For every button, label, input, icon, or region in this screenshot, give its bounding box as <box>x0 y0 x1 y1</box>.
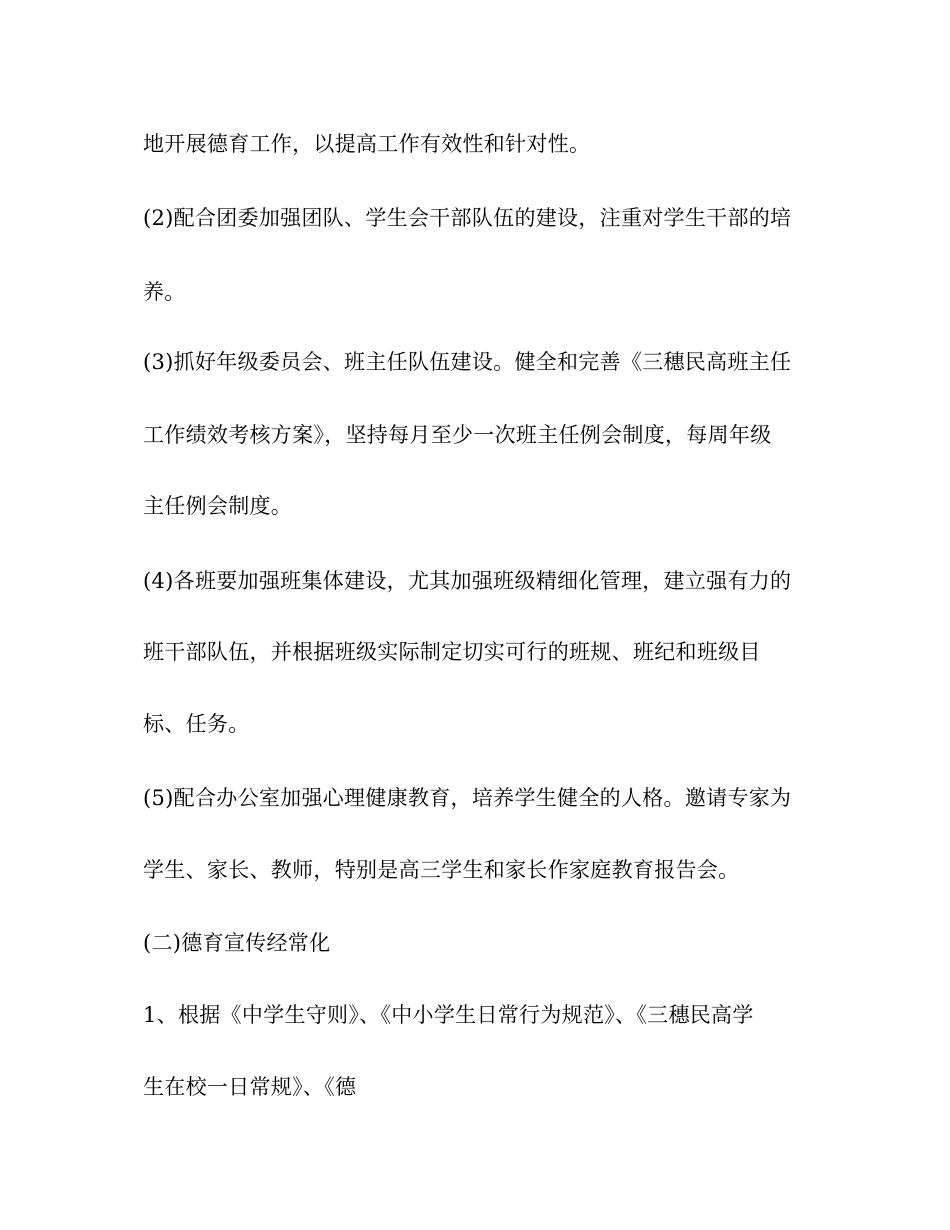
text-line: 工作绩效考核方案》，坚持每月至少一次班主任例会制度，每周年级 <box>143 423 772 447</box>
text-line: 1、根据《中学生守则》、《中小学生日常行为规范》、《三穗民高学 <box>143 1003 754 1027</box>
text-line: 养。 <box>143 280 186 304</box>
text-line: 生在校一日常规》、《德 <box>143 1075 357 1099</box>
text-line: (3)抓好年级委员会、班主任队伍建设。健全和完善《三穗民高班主任 <box>143 350 792 374</box>
section-heading: (二)德育宣传经常化 <box>143 931 331 955</box>
text-line: (5)配合办公室加强心理健康教育，培养学生健全的人格。邀请专家为 <box>143 786 792 810</box>
text-line: 学生、家长、教师，特别是高三学生和家长作家庭教育报告会。 <box>143 858 740 882</box>
text-line: 主任例会制度。 <box>143 494 293 518</box>
text-line: (2)配合团委加强团队、学生会干部队伍的建设，注重对学生干部的培 <box>143 206 792 230</box>
text-line: 班干部队伍，并根据班级实际制定切实可行的班规、班纪和班级目 <box>143 640 761 664</box>
text-line: 标、任务。 <box>143 712 250 736</box>
text-line: 地开展德育工作，以提高工作有效性和针对性。 <box>143 132 591 156</box>
text-line: (4)各班要加强班集体建设，尤其加强班级精细化管理，建立强有力的 <box>143 569 792 593</box>
